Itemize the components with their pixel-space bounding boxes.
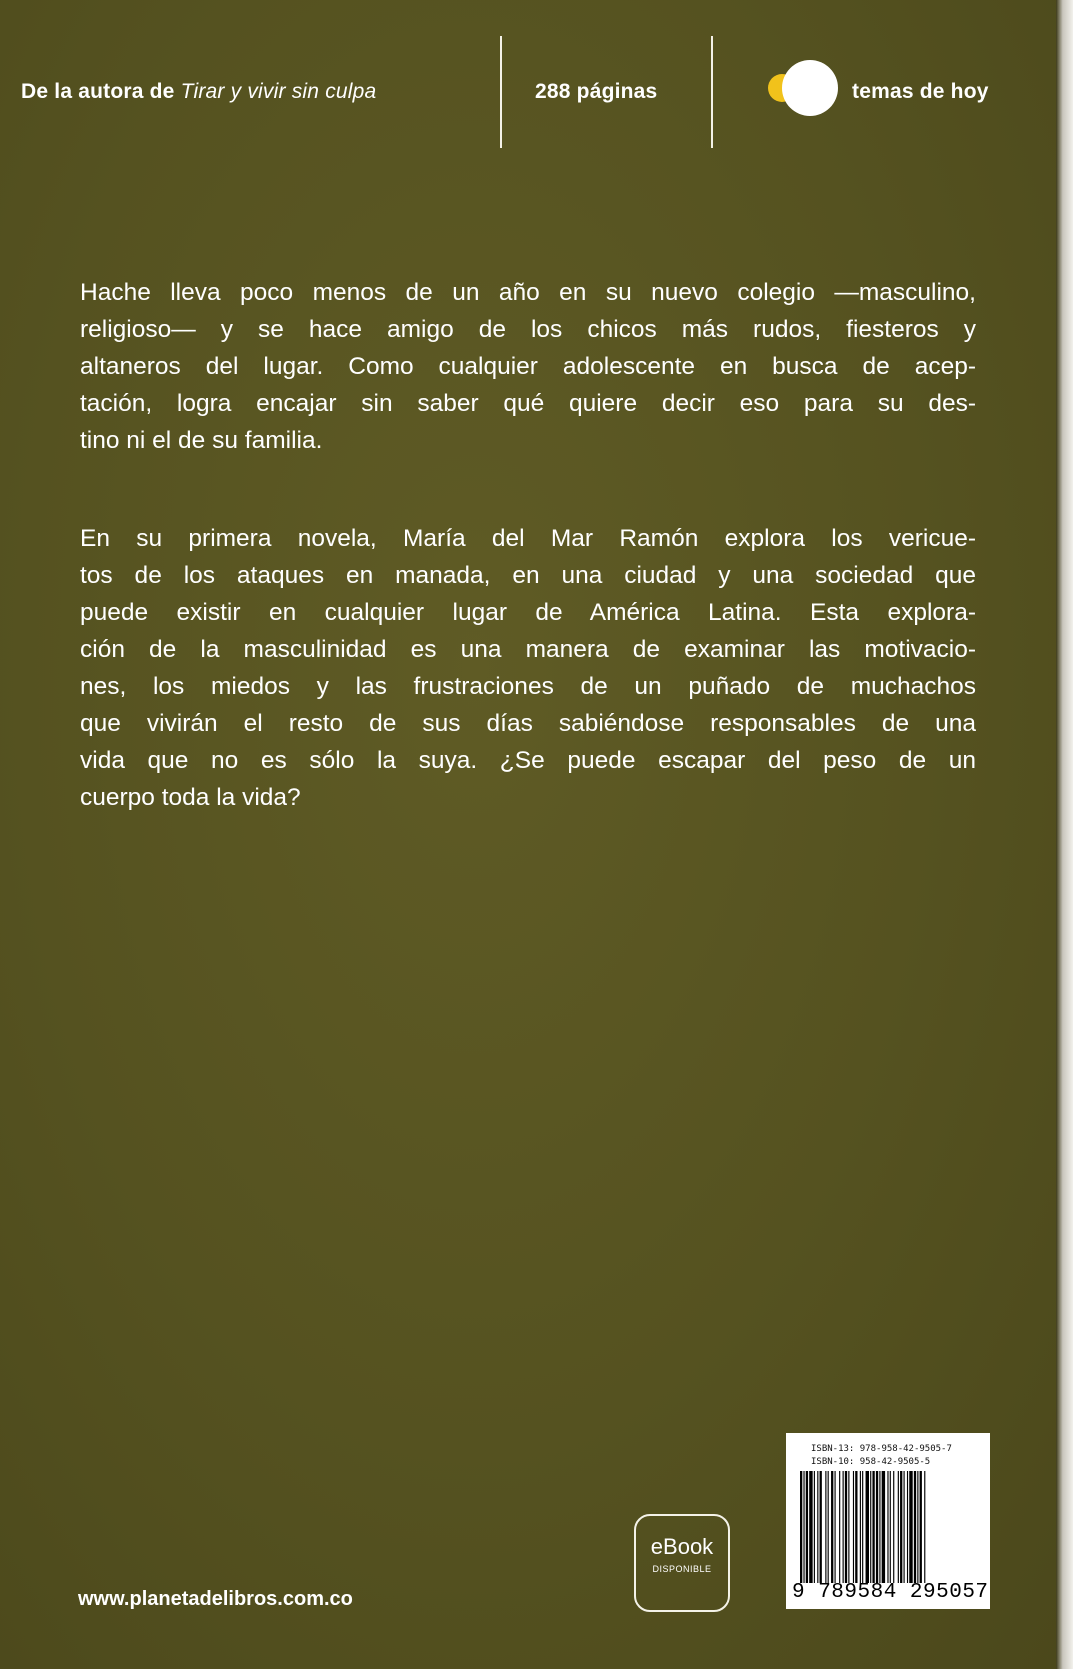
author-prefix: De la autora de xyxy=(21,80,175,103)
blurb-paragraph-2 xyxy=(80,520,976,816)
blurb-line: nes, los miedos y las frustraciones de un puñado de muchachos xyxy=(80,673,976,700)
page-count: 288 páginas xyxy=(535,80,658,103)
barcode-number: 9 789584 295057 xyxy=(792,1581,989,1604)
blurb-line: Hache lleva poco menos de un año en su nuevo colegio —masculino, xyxy=(80,279,976,306)
blurb-line: ción de la masculinidad es una manera de examinar las motivacio- xyxy=(80,636,976,663)
ebook-availability: DISPONIBLE xyxy=(652,1564,712,1574)
header-divider xyxy=(711,36,713,148)
barcode-bars-icon xyxy=(796,1471,980,1583)
publisher-website: www.planetadelibros.com.co xyxy=(78,1588,353,1610)
blurb-line: En su primera novela, María del Mar Ramón explora los vericue- xyxy=(80,525,976,552)
blurb-line: vida que no es sólo la suya. ¿Se puede escapar del peso de un xyxy=(80,747,976,774)
barcode-panel xyxy=(786,1433,990,1609)
blurb-line: tación, logra encajar sin saber qué quiere decir eso para su des- xyxy=(80,390,976,417)
isbn-13: ISBN-13: 978-958-42-9505-7 xyxy=(811,1444,952,1454)
publisher-logo-icon xyxy=(768,60,840,120)
blurb-paragraph-1 xyxy=(80,274,976,459)
blurb-line: cuerpo toda la vida? xyxy=(80,784,301,811)
blurb-line: tos de los ataques en manada, en una ciudad y una sociedad que xyxy=(80,562,976,589)
logo-white-dot xyxy=(782,60,838,116)
imprint-name: temas de hoy xyxy=(852,80,989,103)
previous-book-title: Tirar y vivir sin culpa xyxy=(180,80,377,103)
isbn-10: ISBN-10: 958-42-9505-5 xyxy=(811,1457,931,1467)
blurb-line: tino ni el de su familia. xyxy=(80,427,323,454)
author-previous-work xyxy=(21,80,376,104)
blurb-line: que vivirán el resto de sus días sabiéndose responsables de una xyxy=(80,710,976,737)
blurb-line: religioso— y se hace amigo de los chicos más rudos, fiesteros y xyxy=(80,316,976,343)
ebook-badge xyxy=(634,1514,730,1612)
blurb-line: puede existir en cualquier lugar de América Latina. Esta explora- xyxy=(80,599,976,626)
ebook-label: eBook xyxy=(650,1534,714,1559)
header-divider xyxy=(500,36,502,148)
blurb-line: altaneros del lugar. Como cualquier adolescente en busca de acep- xyxy=(80,353,976,380)
shrink-wrap-edge xyxy=(1056,0,1073,1669)
